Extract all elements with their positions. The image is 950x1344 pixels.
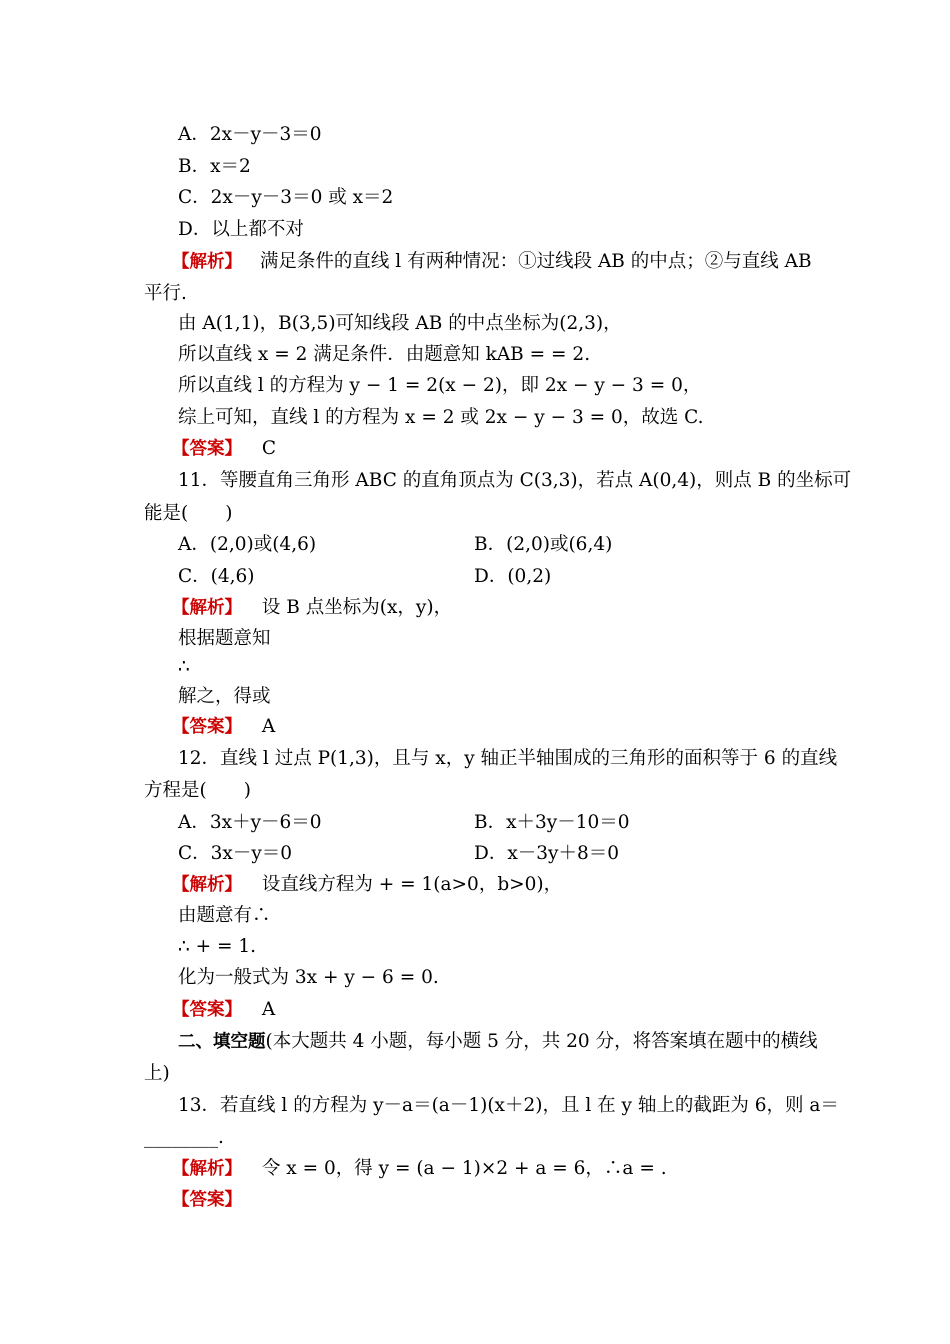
q11-option-b: B．(2,0)或(6,4) [474,534,613,555]
q11-analysis-text-2: 根据题意知 [178,628,271,649]
q11-analysis-text-4: 解之，得或 [178,686,271,707]
q12-answer: A [261,999,276,1020]
q10-analysis-text-3: 所以直线 x = 2 满足条件．由题意知 kAB = = 2. [178,344,591,365]
section-title: 二、填空题 [178,1032,266,1052]
q11-analysis-text-1: 设 B 点坐标为(x，y)， [261,597,453,618]
q13-stem-2: ________. [144,1127,224,1148]
q10-analysis-text-1: 满足条件的直线 l 有两种情况：①过线段 AB 的中点；②与直线 AB [259,251,812,272]
analysis-tag: 【解析】 [172,598,242,618]
q12-analysis-line [172,873,562,897]
q13-stem-1: 13．若直线 l 的方程为 y－a＝(a－1)(x＋2)，且 l 在 y 轴上的截距为 6，则 a＝ [178,1095,839,1116]
q10-analysis-line [172,250,812,274]
q10-option-a: A．2x－y－3＝0 [178,124,322,145]
section-desc-1: (本大题共 4 小题，每小题 5 分，共 20 分，将答案填在题中的横线 [265,1031,818,1052]
q11-stem-2: 能是( ) [144,503,233,524]
q10-analysis-text-1b: 平行. [144,283,187,304]
q12-option-c: C．3x－y＝0 [178,843,293,864]
answer-tag: 【答案】 [172,1000,242,1020]
section-desc-2: 上) [144,1063,170,1084]
q12-stem-2: 方程是( ) [144,780,251,801]
q10-option-c: C．2x－y－3＝0 或 x＝2 [178,187,394,208]
q12-analysis-text-3: ∴ + = 1. [178,936,257,957]
q11-option-d: D．(0,2) [474,566,552,587]
q11-answer-line [172,715,275,739]
q12-stem-1: 12．直线 l 过点 P(1,3)，且与 x，y 轴正半轴围成的三角形的面积等于 6 的直线 [178,748,838,769]
answer-tag: 【答案】 [172,439,242,459]
q13-analysis-line [172,1157,667,1181]
q12-analysis-text-2: 由题意有∴ [178,905,271,926]
section-heading-line [178,1030,818,1054]
q10-option-b: B．x＝2 [178,156,251,177]
q11-option-a: A．(2,0)或(4,6) [178,534,317,555]
analysis-tag: 【解析】 [172,1159,242,1179]
q12-answer-line [172,998,275,1022]
q13-answer-line [172,1188,242,1212]
q10-option-d: D．以上都不对 [178,219,304,240]
q10-answer: C [261,438,277,459]
answer-tag: 【答案】 [172,1190,242,1210]
q10-analysis-text-4: 所以直线 l 的方程为 y − 1 = 2(x − 2)，即 2x − y − 3 = 0， [178,375,702,396]
q11-stem-1: 11．等腰直角三角形 ABC 的直角顶点为 C(3,3)，若点 A(0,4)，则点 B 的坐标可 [178,470,852,491]
q12-option-d: D．x－3y＋8＝0 [474,843,620,864]
q12-analysis-text-1: 设直线方程为 + = 1(a>0，b>0)， [261,874,563,895]
q12-analysis-text-4: 化为一般式为 3x + y − 6 = 0. [178,967,439,988]
q11-option-c: C．(4,6) [178,566,255,587]
q11-analysis-line [172,596,452,620]
q12-option-a: A．3x＋y－6＝0 [178,812,322,833]
q11-answer: A [261,716,276,737]
q10-answer-line [172,437,276,461]
q10-analysis-text-2: 由 A(1,1)，B(3,5)可知线段 AB 的中点坐标为(2,3)， [178,313,622,334]
answer-tag: 【答案】 [172,717,242,737]
q10-analysis-text-5: 综上可知，直线 l 的方程为 x = 2 或 2x − y − 3 = 0，故选 C. [178,407,704,428]
analysis-tag: 【解析】 [172,252,242,272]
analysis-tag: 【解析】 [172,875,242,895]
q13-analysis-text-1: 令 x = 0，得 y = (a − 1)×2 + a = 6，∴a = . [261,1158,667,1179]
q11-analysis-text-3: ∴ [178,656,190,677]
q12-option-b: B．x＋3y－10＝0 [474,812,630,833]
